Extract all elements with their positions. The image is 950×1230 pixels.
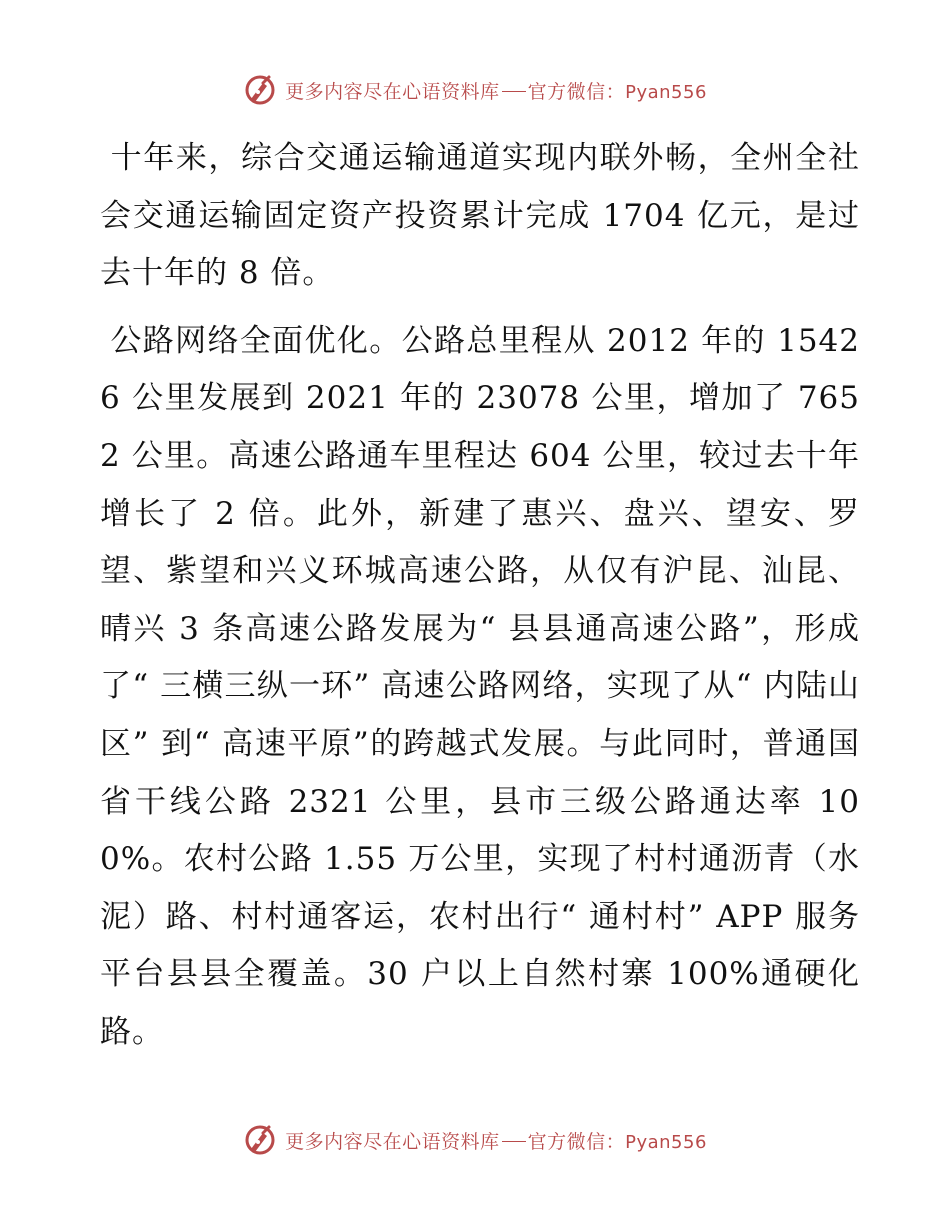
paragraph-2 <box>100 313 860 1062</box>
footer-watermark <box>0 1122 950 1158</box>
watermark-dash <box>502 1141 526 1142</box>
paragraph-1-text: 十年来，综合交通运输通道实现内联外畅，全州全社会交通运输固定资产投资累计完成 1704 亿元，是过去十年的 8 倍。 <box>100 140 860 292</box>
paragraph-2-text: 公路网络全面优化。公路总里程从 2012 年的 15426 公里发展到 2021 年的 23078 公里，增加了 7652 公里。高速公路通车里程达 604 公里，较过去十年增长了 2 倍。此外，新建了惠兴、盘兴、望安、罗望、紫望和兴义环城高速公路，从仅有沪昆、汕昆、晴兴 3 条高速公路发展为“ 县县通高速公路”，形成了“ 三横三纵一环” 高速公路网络，实现了从“ 内陆山区” 到“ 高速平原”的跨越式发展。与此同时，普通国省干线公路 2321 公里，县市三级公路通达率 100%。农村公路 1.55 万公里，实现了村村通沥青（水泥）路、村村通客运，农村出行“ 通村村” APP 服务平台县县全覆盖。30 户以上自然村寨 100%通硬化路。 <box>100 322 860 1050</box>
header-watermark <box>0 72 950 108</box>
pen-logo-icon <box>243 73 277 107</box>
watermark-text-line <box>285 1127 707 1154</box>
watermark-dash <box>502 91 526 92</box>
watermark-label: 官方微信： <box>527 80 626 103</box>
watermark-text: 更多内容尽在心语资料库 <box>285 80 500 103</box>
watermark-id: Pyan556 <box>625 1131 707 1153</box>
watermark-id: Pyan556 <box>625 81 707 103</box>
document-body <box>100 130 860 1062</box>
watermark-label: 官方微信： <box>527 1130 626 1153</box>
watermark-text: 更多内容尽在心语资料库 <box>285 1130 500 1153</box>
paragraph-1 <box>100 130 860 303</box>
pen-logo-icon <box>243 1123 277 1157</box>
watermark-text-line <box>285 77 707 104</box>
